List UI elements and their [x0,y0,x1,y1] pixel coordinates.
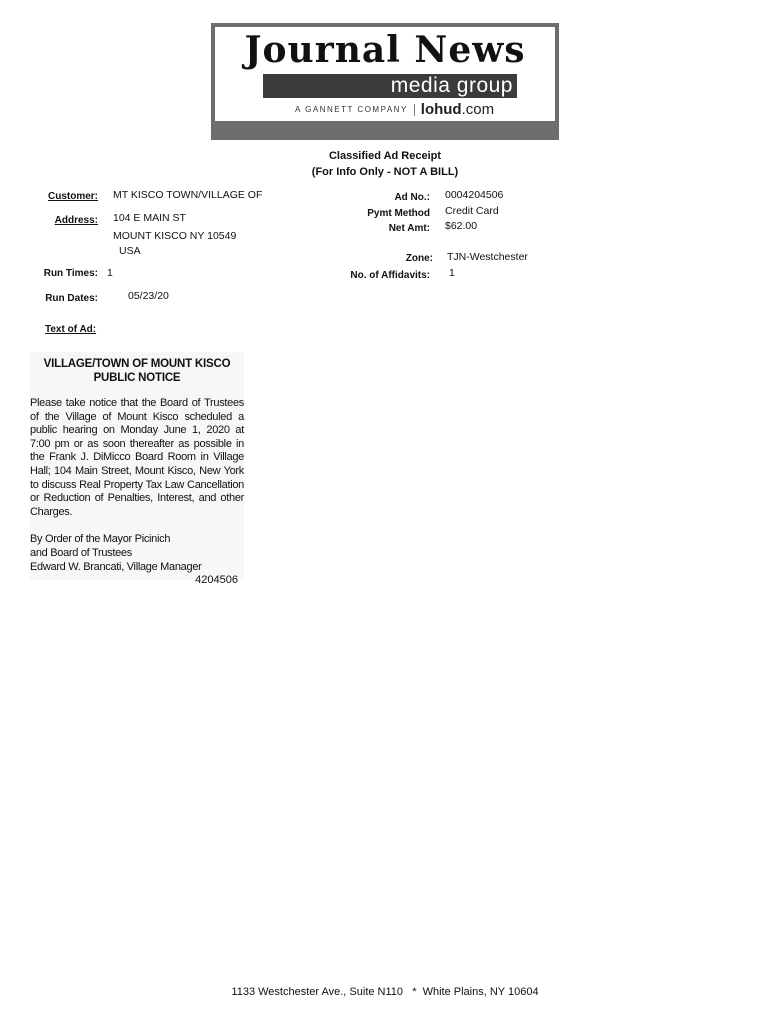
pymt-method-value: Credit Card [445,205,499,217]
ad-text-clipping [30,352,244,587]
address-line1: 104 E MAIN ST [113,212,186,224]
logo-site [421,101,494,118]
logo-subtitle-bar [263,74,517,98]
receipt-subtitle: (For Info Only - NOT A BILL) [311,166,459,178]
pymt-method-label: Pymt Method [367,208,430,219]
ad-no-value: 0004204506 [445,189,504,201]
logo-divider [414,104,415,116]
address-line3: USA [119,245,141,257]
ad-sign-line3: Edward W. Brancati, Village Manager [30,560,202,573]
ad-signature [30,533,244,574]
logo-site-rest: .com [461,101,495,118]
logo-title: Journal News [244,29,526,71]
ad-body: Please take notice that the Board of Trustees of the Village of Mount Kisco scheduled a public hearing on Monday June 1, 2020 at 7:00 pm or as soon thereafter as possible in the Frank J. DiMicco Board Room in Village Hall; 104 Main Street, Mount Kisco, New York to discuss Real Property Tax Law Cancellation or Reduction of Penalties, Interest, and other Charges. [30,397,244,518]
receipt-title: Classified Ad Receipt [328,150,442,162]
customer-value: MT KISCO TOWN/VILLAGE OF [113,189,263,201]
journal-news-logo [211,23,559,140]
ad-heading-line1: VILLAGE/TOWN OF MOUNT KISCO [43,358,231,370]
footer-address: 1133 Westchester Ave., Suite N110 * White Plains, NY 10604 [231,986,539,998]
logo-subtitle: media group [390,74,513,97]
text-of-ad-label: Text of Ad: [45,324,97,335]
ad-number: 4204506 [195,574,238,587]
address-label: Address: [54,215,98,226]
run-times-label: Run Times: [43,268,98,279]
run-dates-value: 05/23/20 [128,290,169,302]
affidavits-label: No. of Affidavits: [350,270,430,281]
ad-sign-line1: By Order of the Mayor Picinich [30,533,171,546]
logo-panel [215,27,555,121]
address-line2: MOUNT KISCO NY 10549 [113,230,237,242]
affidavits-value: 1 [449,267,455,279]
net-amt-value: $62.00 [445,220,478,232]
logo-company: A GANNETT COMPANY [295,105,408,115]
ad-sign-line2: and Board of Trustees [30,546,132,559]
run-dates-label: Run Dates: [45,293,98,304]
customer-label: Customer: [47,191,98,202]
zone-value: TJN-Westchester [447,251,528,263]
logo-site-bold: lohud [420,101,462,118]
run-times-value: 1 [107,267,113,279]
ad-heading [30,357,244,385]
ad-heading-line2: PUBLIC NOTICE [93,372,181,384]
zone-label: Zone: [405,253,433,264]
logo-company-line [295,101,517,119]
ad-no-label: Ad No.: [394,192,430,203]
net-amt-label: Net Amt: [388,223,430,234]
